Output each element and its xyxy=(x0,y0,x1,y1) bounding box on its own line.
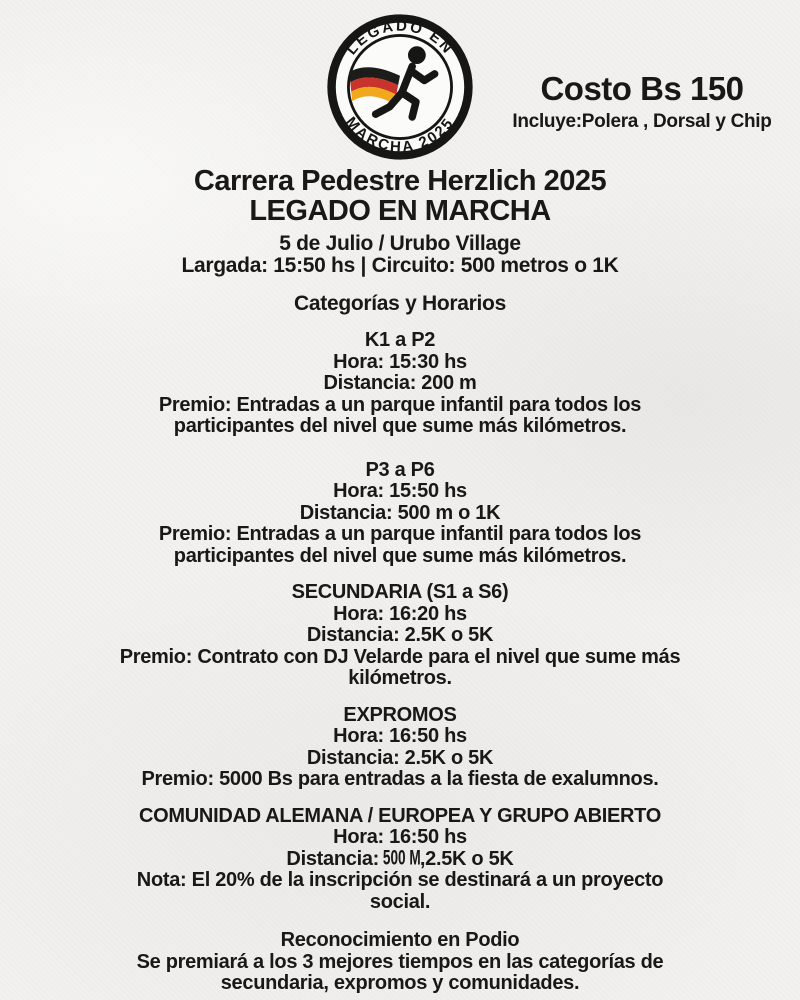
category-nota: social. xyxy=(369,890,431,913)
category-name: SECUNDARIA (S1 a S6) xyxy=(291,581,509,603)
cost-includes: Incluye:Polera , Dorsal y Chip xyxy=(512,111,772,132)
event-title-line1: Carrera Pedestre Herzlich 2025 xyxy=(193,165,607,197)
category-hora: Hora: 16:50 hs xyxy=(333,826,467,848)
category-distancia: Distancia: 500 m o 1K xyxy=(299,501,501,524)
podium-line: secundaria, expromos y comunidades. xyxy=(220,972,580,994)
category-distancia: Distancia: 200 m xyxy=(323,372,477,394)
category-section-k1-p2 xyxy=(0,330,800,438)
category-section-p3-p6 xyxy=(0,460,800,568)
flyer-header xyxy=(0,0,800,166)
distancia-rest: ,2.5K o 5K xyxy=(419,847,514,870)
category-premio: kilómetros. xyxy=(348,667,452,689)
cost-amount: Costo Bs 150 xyxy=(540,70,744,107)
podium-line: Se premiará a los 3 mejores tiempos en las categorías de xyxy=(136,950,664,973)
category-premio: Premio: Contrato con DJ Velarde para el nivel que sume más xyxy=(119,645,681,668)
category-hora: Hora: 15:50 hs xyxy=(333,480,467,502)
runner-head xyxy=(408,46,426,64)
category-premio: Premio: Entradas a un parque infantil para todos los xyxy=(158,393,642,416)
event-logo-badge xyxy=(325,12,475,162)
logo-arc-top-text: LEGADO EN xyxy=(342,17,457,59)
cost-block xyxy=(492,72,792,133)
category-name: K1 a P2 xyxy=(364,329,436,351)
category-hora: Hora: 16:20 hs xyxy=(333,602,467,625)
distancia-condensed: 500 M xyxy=(383,845,421,870)
event-logo xyxy=(325,12,475,162)
category-section-comunidades xyxy=(0,806,800,914)
category-premio: Premio: 5000 Bs para entradas a la fiesta de exalumnos. xyxy=(141,768,659,790)
category-premio: participantes del nivel que sume más kilómetros. xyxy=(173,415,627,437)
category-premio: participantes del nivel que sume más kilómetros. xyxy=(173,544,627,567)
category-distancia xyxy=(0,845,800,871)
category-hora: Hora: 16:50 hs xyxy=(333,725,467,747)
category-name: P3 a P6 xyxy=(365,458,435,481)
category-section-secundaria xyxy=(0,582,800,690)
category-distancia: Distancia: 2.5K o 5K xyxy=(306,746,494,769)
category-nota: Nota: El 20% de la inscripción se destinará a un proyecto xyxy=(136,869,664,891)
podium-heading: Reconocimiento en Podio xyxy=(280,929,520,951)
logo-arc-bottom-text: MARCHA 2025 xyxy=(342,113,458,156)
podium-block xyxy=(0,930,800,995)
event-start-circuit: Largada: 15:50 hs | Circuito: 500 metros o 1K xyxy=(181,254,619,277)
schedule-heading: Categorías y Horarios xyxy=(294,292,506,315)
flyer-body xyxy=(0,166,800,995)
event-date-place: 5 de Julio / Urubo Village xyxy=(279,232,521,255)
event-title-line2: LEGADO EN MARCHA xyxy=(249,195,551,227)
category-name: EXPROMOS xyxy=(343,703,457,726)
category-hora: Hora: 15:30 hs xyxy=(333,350,467,373)
category-premio: Premio: Entradas a un parque infantil para todos los xyxy=(158,523,642,545)
distancia-prefix: Distancia: xyxy=(286,847,385,870)
event-info xyxy=(0,233,800,277)
category-name: COMUNIDAD ALEMANA / EUROPEA Y GRUPO ABIERTO xyxy=(139,804,661,827)
category-section-expromos xyxy=(0,705,800,791)
category-distancia: Distancia: 2.5K o 5K xyxy=(306,624,494,646)
